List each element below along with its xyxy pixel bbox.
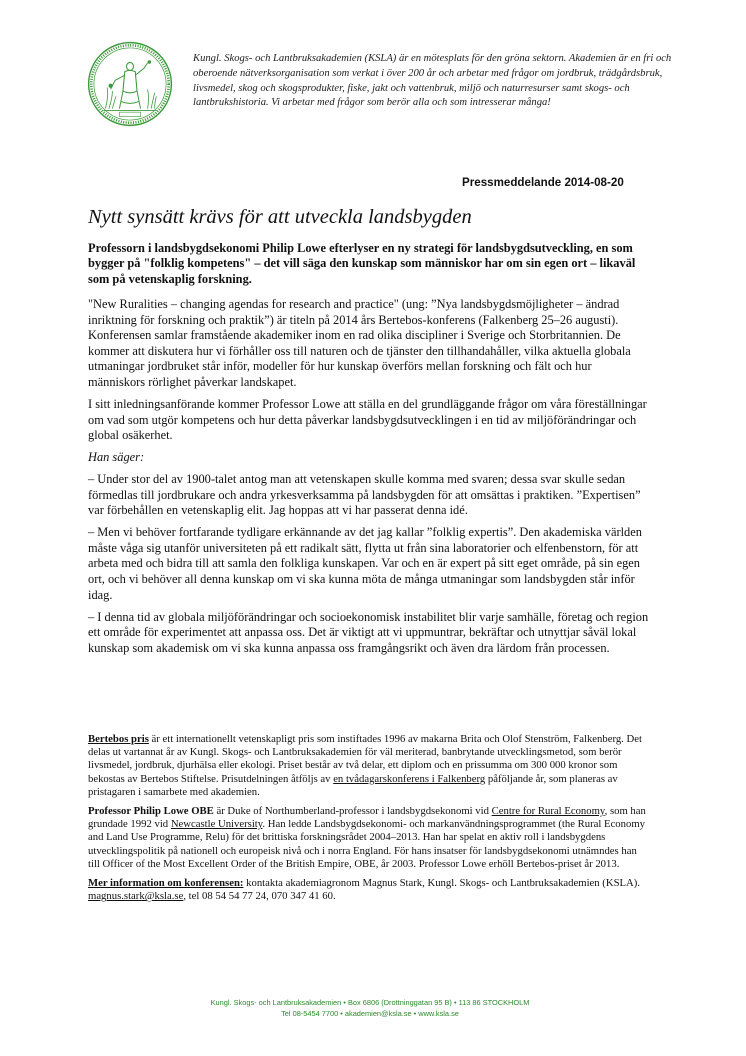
article-paragraph: I sitt inledningsanförande kommer Professor Lowe att ställa en del grundläggande frågor om våra föreställningar om vad som utgör kompetens och hur detta påverkar landsbygdsutvecklingen i en tid av miljöförändringar och global osäkerhet. <box>88 396 647 443</box>
quote-paragraph: – Under stor del av 1900-talet antog man att vetenskapen skulle komma med svaren; dessa svar skulle sedan förmedlas till jordbrukare och andra yrkesverksamma på landsbygden för att omsättas i praktiken. ”Expertisen” var förbehållen en vetenskaplig elit. Jag hoppas att vi har passerat denna idé. <box>88 472 641 518</box>
conference-link[interactable]: en tvådagarskonferens i Falkenberg <box>333 772 486 785</box>
lowe-text: är Duke of Northumberland-professor i landsbygdsekonomi vid <box>213 805 492 818</box>
article-title: Nytt synsätt krävs för att utveckla landsbygden <box>88 206 472 228</box>
lowe-name: Professor Philip Lowe OBE <box>88 805 214 818</box>
contact-phone-text: , tel 08 54 54 77 24, 070 347 41 60. <box>183 890 336 903</box>
lowe-text-3: . Han ledde Landsbygdsekonomi- och markanvändningsprogrammet (the Rural Economy and Land Use Programme, Relu) för det brittiska forskningsrådet 2004–2013. Han har spelat en aktiv roll i landsbygdens utvecklingspolitik på nationell och europeisk nivå och i norra England. För hans insatser för landsbygdsekonomi utnämndes han till Officer of the Most Excellent Order of the British Empire, OBE, år 2003. Professor Lowe erhöll Bertebos-priset år 2013. <box>88 818 645 870</box>
contact-text: kontakta akademiagronom Magnus Stark, Kungl. Skogs- och Lantbruksakademien (KSLA). <box>243 877 640 890</box>
academy-intro-text: Kungl. Skogs- och Lantbruksakademien (KSLA) är en mötesplats för den gröna sektorn. Akademien är en fri och oberoende nätverksorganisation som verkat i över 200 år och arbetar med frågor om jordbruk, trädgårdsbruk, livsmedel, skog och skogsprodukter, fiske, jakt och vattenbruk, miljö och naturresurser samt skogs- och lantbrukshistoria. Vi arbetar med frågor som berör alla och som intresserar många! <box>193 53 672 109</box>
fact-box <box>88 733 648 909</box>
contact-info <box>88 877 648 903</box>
bertebos-text-end: påföljande år, som planeras av pristagaren i samarbete med akademien. <box>88 772 618 798</box>
lowe-bio <box>88 805 648 871</box>
article-paragraph: "New Ruralities – changing agendas for research and practice" (ung: ”Nya landsbygdsmöjligheter – ändrad inriktning för forskning och praktik”) är titeln på 2014 års Bertebos-konferens (Falkenberg 25–26 augusti). Konferensen samlar framstående akademiker inom en rad olika discipliner i Sverige och Storbritannien. De kommer att diskutera hur vi förhåller oss till naturen och de tjänster den tillhandahåller, vilka aktuella globala utmaningar jordbruket står inför, modeller för hur kunskap överförs mellan forskning och fält och hur människors rörlighet påverkar landskapet. <box>88 297 631 389</box>
newcastle-university-link[interactable]: Newcastle University <box>170 818 263 831</box>
contact-label: Mer information om konferensen: <box>88 877 244 890</box>
bertebos-text: är ett internationellt vetenskapligt pris som instiftades 1996 av makarna Brita och Olof Stenström, Falkenberg. Det delas ut vartannat år av Kungl. Skogs- och Lantbruksakademien för väl meriterad, banbrytande utvecklingsmetod, som berör livsmedel, jordbruk, djurhälsa eller ekologi. Priset består av två delar, ett diplom och en prissumma om 300 000 kronor som bekostas av Bertebos Stiftelse. Prisutdelningen åtföljs av <box>88 733 642 785</box>
press-release-date: Pressmeddelande 2014-08-20 <box>462 176 624 189</box>
footer-address: Kungl. Skogs- och Lantbruksakademien • Box 6806 (Drottninggatan 95 B) • 113 86 STOCKHOLM <box>210 998 530 1007</box>
lowe-text-2: , som han grundade 1992 vid <box>88 805 646 831</box>
centre-rural-economy-link[interactable]: Centre for Rural Economy <box>491 805 605 818</box>
page-footer <box>120 997 620 1019</box>
bertebos-prize-info <box>88 733 648 799</box>
article-body <box>88 297 650 663</box>
quote-intro: Han säger: <box>88 450 145 465</box>
contact-email-link[interactable]: magnus.stark@ksla.se <box>88 890 184 903</box>
quote-paragraph: – I denna tid av globala miljöförändringar och socioekonomisk instabilitet blir varje samhälle, företag och region ett område för experimentet att anpassa oss. Det är viktigt att vi uppmuntrar, bekräftar och utnyttjar såväl lokal kunskap som akademisk om vi ska kunna anpassa oss framgångsrikt och även dra lärdom från processen. <box>88 609 649 655</box>
footer-contact: Tel 08-5454 7700 • akademien@ksla.se • www.ksla.se <box>281 1009 459 1018</box>
bertebos-prize-link[interactable]: Bertebos pris <box>88 733 149 745</box>
article-lead: Professorn i landsbygdsekonomi Philip Lowe efterlyser en ny strategi för landsbygdsutveckling, en som bygger på "folklig kompetens" – det vill säga den kunskap som människor har om sin egen ort – likaväl som på vetenskaplig forskning. <box>88 241 636 286</box>
ksla-seal-icon <box>86 40 174 128</box>
quote-paragraph: – Men vi behöver fortfarande tydligare erkännande av det jag kallar ”folklig expertis”. Den akademiska världen måste våga sig utanför universiteten på ett radikalt sätt, flytta ut från sina laboratorier och elfenbenstorn, för att arbeta med och bidra till att samla den folkliga kunskapen. Var och en är expert på sitt eget område, på sin egen ort, och vi behöver all denna kunskap om vi ska kunna möta de många utmaningar som landsbygden står inför idag. <box>88 525 642 602</box>
